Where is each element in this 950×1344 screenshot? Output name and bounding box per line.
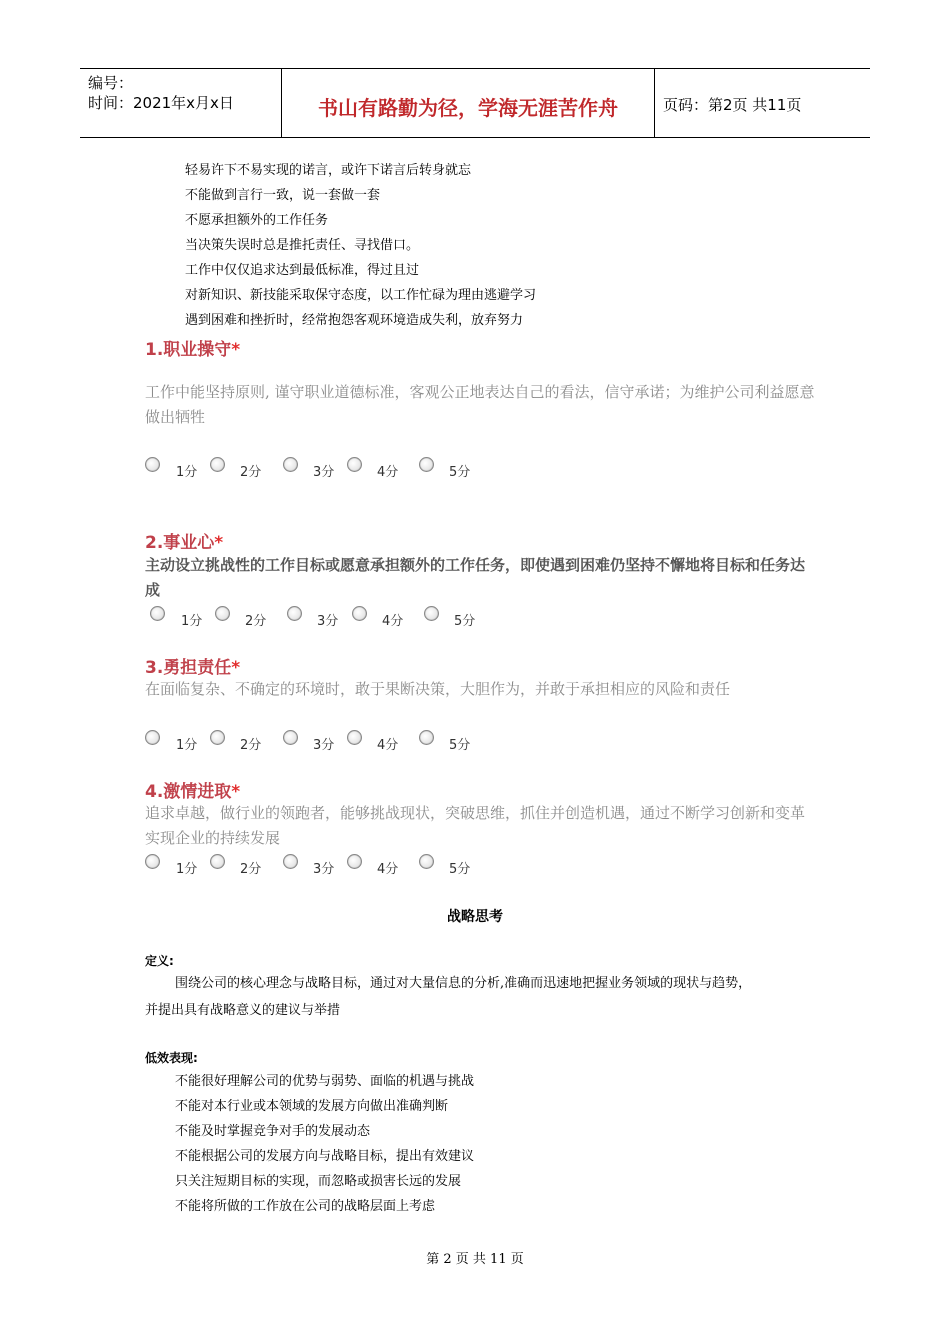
score-radio-3[interactable]: [283, 457, 298, 472]
motto: 书山有路勤为径，学海无涯苦作舟: [318, 96, 618, 120]
question-title-text: 2.事业心: [145, 533, 215, 553]
score-radio-group: [145, 730, 545, 753]
required-star: *: [231, 340, 241, 360]
number-label: 编号：: [88, 74, 134, 92]
score-label: 5分: [449, 862, 471, 877]
score-label: 1分: [176, 465, 198, 480]
page-footer: 第 2 页 共 11 页: [426, 1252, 524, 1267]
definition-label: 定义:: [145, 954, 174, 968]
score-label: 1分: [176, 738, 198, 753]
list-item: 不能做到言行一致，说一套做一套: [185, 188, 381, 203]
question-description: 追求卓越，做行业的领跑者，能够挑战现状，突破思维，抓住并创造机遇，通过不断学习创新和变革实现企业的持续发展: [145, 804, 806, 847]
score-label: 4分: [377, 862, 399, 877]
score-label: 2分: [240, 465, 262, 480]
question-title-text: 1.职业操守: [145, 340, 232, 360]
header-motto-cell: [282, 69, 655, 137]
score-radio-1[interactable]: [145, 730, 160, 745]
question-title-text: 4.激情进取: [145, 782, 232, 802]
question-title: [145, 777, 240, 802]
score-label: 5分: [449, 738, 471, 753]
score-label: 4分: [377, 465, 399, 480]
list-item: 工作中仅仅追求达到最低标准，得过且过: [185, 263, 420, 278]
score-radio-5[interactable]: [419, 854, 434, 869]
score-label: 5分: [449, 465, 471, 480]
definition-text: 围绕公司的核心理念与战略目标，通过对大量信息的分析,准确而迅速地把握业务领域的现状与趋势，: [175, 976, 752, 991]
score-radio-4[interactable]: [352, 606, 367, 621]
low-performance-label: 低效表现:: [145, 1051, 198, 1065]
score-label: 3分: [313, 862, 335, 877]
score-radio-5[interactable]: [424, 606, 439, 621]
score-label: 3分: [313, 738, 335, 753]
score-radio-4[interactable]: [347, 457, 362, 472]
page-header: [80, 68, 870, 138]
required-star: *: [214, 533, 224, 553]
score-label: 2分: [240, 862, 262, 877]
required-star: *: [231, 782, 241, 802]
score-label: 3分: [313, 465, 335, 480]
score-radio-5[interactable]: [419, 457, 434, 472]
list-item: 不能将所做的工作放在公司的战略层面上考虑: [175, 1199, 436, 1214]
page-info: 页码：第2页 共11页: [663, 96, 802, 114]
definition-text-cont: 并提出具有战略意义的建议与举措: [145, 1003, 341, 1018]
list-item: 轻易许下不易实现的诺言，或许下诺言后转身就忘: [185, 163, 472, 178]
score-radio-3[interactable]: [287, 606, 302, 621]
score-label: 1分: [176, 862, 198, 877]
question-description: 在面临复杂、不确定的环境时，敢于果断决策，大胆作为，并敢于承担相应的风险和责任: [145, 680, 731, 698]
question-title: [145, 528, 223, 553]
score-radio-group: [145, 606, 545, 629]
score-label: 4分: [382, 614, 404, 629]
score-radio-2[interactable]: [210, 457, 225, 472]
score-radio-4[interactable]: [347, 730, 362, 745]
list-item: 不愿承担额外的工作任务: [185, 213, 329, 228]
required-star: *: [231, 658, 241, 678]
score-radio-2[interactable]: [210, 854, 225, 869]
score-radio-2[interactable]: [215, 606, 230, 621]
score-label: 4分: [377, 738, 399, 753]
score-label: 1分: [181, 614, 203, 629]
score-radio-3[interactable]: [283, 730, 298, 745]
list-item: 只关注短期目标的实现，而忽略或损害长远的发展: [175, 1174, 462, 1189]
score-radio-2[interactable]: [210, 730, 225, 745]
list-item: 不能及时掌握竞争对手的发展动态: [175, 1124, 371, 1139]
score-label: 3分: [317, 614, 339, 629]
score-label: 2分: [240, 738, 262, 753]
list-item: 不能对本行业或本领域的发展方向做出准确判断: [175, 1099, 449, 1114]
question-title: [145, 653, 240, 678]
score-radio-1[interactable]: [145, 854, 160, 869]
score-label: 2分: [245, 614, 267, 629]
list-item: 不能很好理解公司的优势与弱势、面临的机遇与挑战: [175, 1074, 475, 1089]
score-radio-3[interactable]: [283, 854, 298, 869]
time-label: 时间：2021年x月x日: [88, 94, 234, 112]
question-title: [145, 335, 240, 360]
list-item: 遇到困难和挫折时，经常抱怨客观环境造成失利，放弃努力: [185, 313, 524, 328]
list-item: 当决策失误时总是推托责任、寻找借口。: [185, 238, 420, 253]
score-radio-group: [145, 457, 545, 480]
list-item: 对新知识、新技能采取保守态度，以工作忙碌为理由逃避学习: [185, 288, 537, 303]
score-radio-4[interactable]: [347, 854, 362, 869]
section-title: 战略思考: [447, 909, 503, 925]
score-radio-5[interactable]: [419, 730, 434, 745]
question-description: 主动设立挑战性的工作目标或愿意承担额外的工作任务，即使遇到困难仍坚持不懈地将目标和任务达成: [145, 556, 806, 599]
score-radio-1[interactable]: [145, 457, 160, 472]
question-description: 工作中能坚持原则, 谨守职业道德标准，客观公正地表达自己的看法，信守承诺；为维护公司利益愿意做出牺牲: [145, 383, 815, 426]
list-item: 不能根据公司的发展方向与战略目标，提出有效建议: [175, 1149, 475, 1164]
score-radio-group: [145, 854, 545, 877]
header-page-cell: [655, 69, 870, 137]
header-info-cell: [80, 69, 282, 137]
question-title-text: 3.勇担责任: [145, 658, 232, 678]
score-label: 5分: [454, 614, 476, 629]
score-radio-1[interactable]: [150, 606, 165, 621]
